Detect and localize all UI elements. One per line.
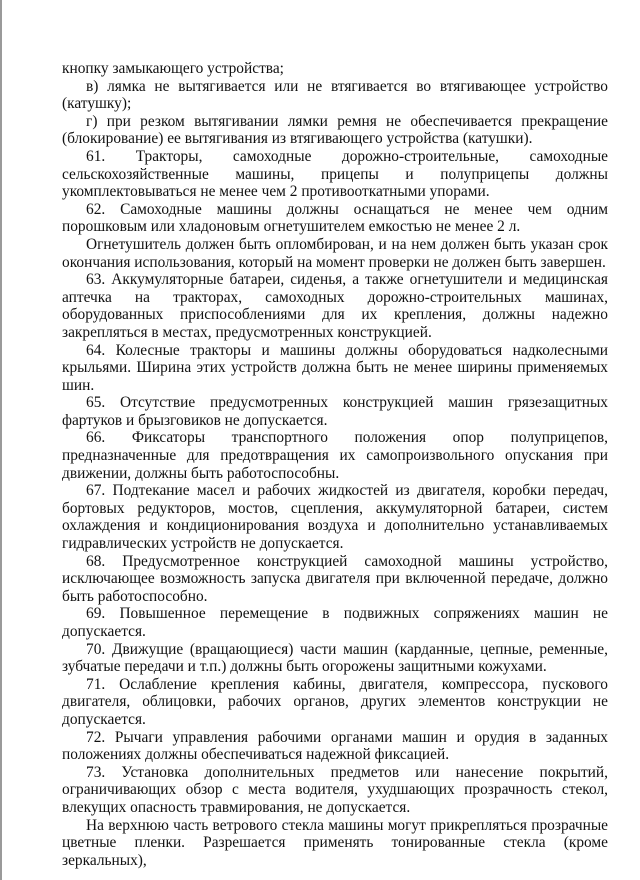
paragraph: На верхнюю часть ветрового стекла машины могут прикрепляться прозрачные цветные пленки. Разрешается применять тонированные стекла (кроме зеркальных), [62, 816, 608, 869]
paragraph: 69. Повышенное перемещение в подвижных сопряжениях машин не допускается. [62, 605, 608, 640]
paragraph: Огнетушитель должен быть опломбирован, и на нем должен быть указан срок окончания использования, который на момент проверки не должен быть завершен. [62, 235, 608, 271]
page-edge [0, 0, 2, 880]
paragraph: 63. Аккумуляторные батареи, сиденья, а также огнетушители и медицинская аптечка на тракторах, самоходных дорожно-строительных машинах, оборудованных приспособлениями для их крепления, должны надежно закрепляться в местах, предусмотренных конструкцией. [62, 271, 608, 341]
paragraph: в) лямка не вытягивается или не втягивается во втягивающее устройство (катушку); [62, 77, 608, 113]
paragraph: 65. Отсутствие предусмотренных конструкцией машин грязезащитных фартуков и брызговиков не допускается. [62, 394, 608, 429]
paragraph: 61. Тракторы, самоходные дорожно-строительные, самоходные сельскохозяйственные машины, прицепы и полуприцепы должны укомплектовываться не менее чем 2 противооткатными упорами. [62, 147, 608, 201]
paragraph: 66. Фиксаторы транспортного положения опор полуприцепов, предназначенные для предотвращения их самопроизвольного опускания при движении, должны быть работоспособны. [62, 429, 608, 482]
paragraph: 68. Предусмотренное конструкцией самоходной машины устройство, исключающее возможность запуска двигателя при включенной передаче, должно быть работоспособно. [62, 552, 608, 605]
paragraph: 73. Установка дополнительных предметов или нанесение покрытий, ограничивающих обзор с места водителя, ухудшающих прозрачность стекол, влекущих опасность травмирования, не допускается. [62, 763, 608, 816]
document-body [62, 60, 608, 869]
paragraph: 72. Рычаги управления рабочими органами машин и орудия в заданных положениях должны обеспечиваться надежной фиксацией. [62, 728, 608, 764]
paragraph: 67. Подтекание масел и рабочих жидкостей из двигателя, коробки передач, бортовых редукторов, мостов, сцепления, аккумуляторной батареи, систем охлаждения и кондиционирования воздуха и дополнительно устанавливаемых гидравлических устройств не допускается. [62, 482, 608, 553]
paragraph: 62. Самоходные машины должны оснащаться не менее чем одним порошковым или хладоновым огнетушителем емкостью не менее 2 л. [62, 200, 608, 236]
paragraph: 64. Колесные тракторы и машины должны оборудоваться надколесными крыльями. Ширина этих устройств должна быть не менее ширины применяемых шин. [62, 341, 608, 394]
paragraph: 70. Движущие (вращающиеся) части машин (карданные, цепные, ременные, зубчатые передачи и т.п.) должны быть огорожены защитными кожухами. [62, 640, 608, 676]
paragraph: кнопку замыкающего устройства; [62, 60, 284, 77]
paragraph: 71. Ослабление крепления кабины, двигателя, компрессора, пускового двигателя, облицовки, рабочих органов, других элементов конструкции не допускается. [62, 675, 608, 728]
paragraph: г) при резком вытягивании лямки ремня не обеспечивается прекращение (блокирование) ее вытягивания из втягивающего устройства (катушки). [62, 112, 608, 148]
